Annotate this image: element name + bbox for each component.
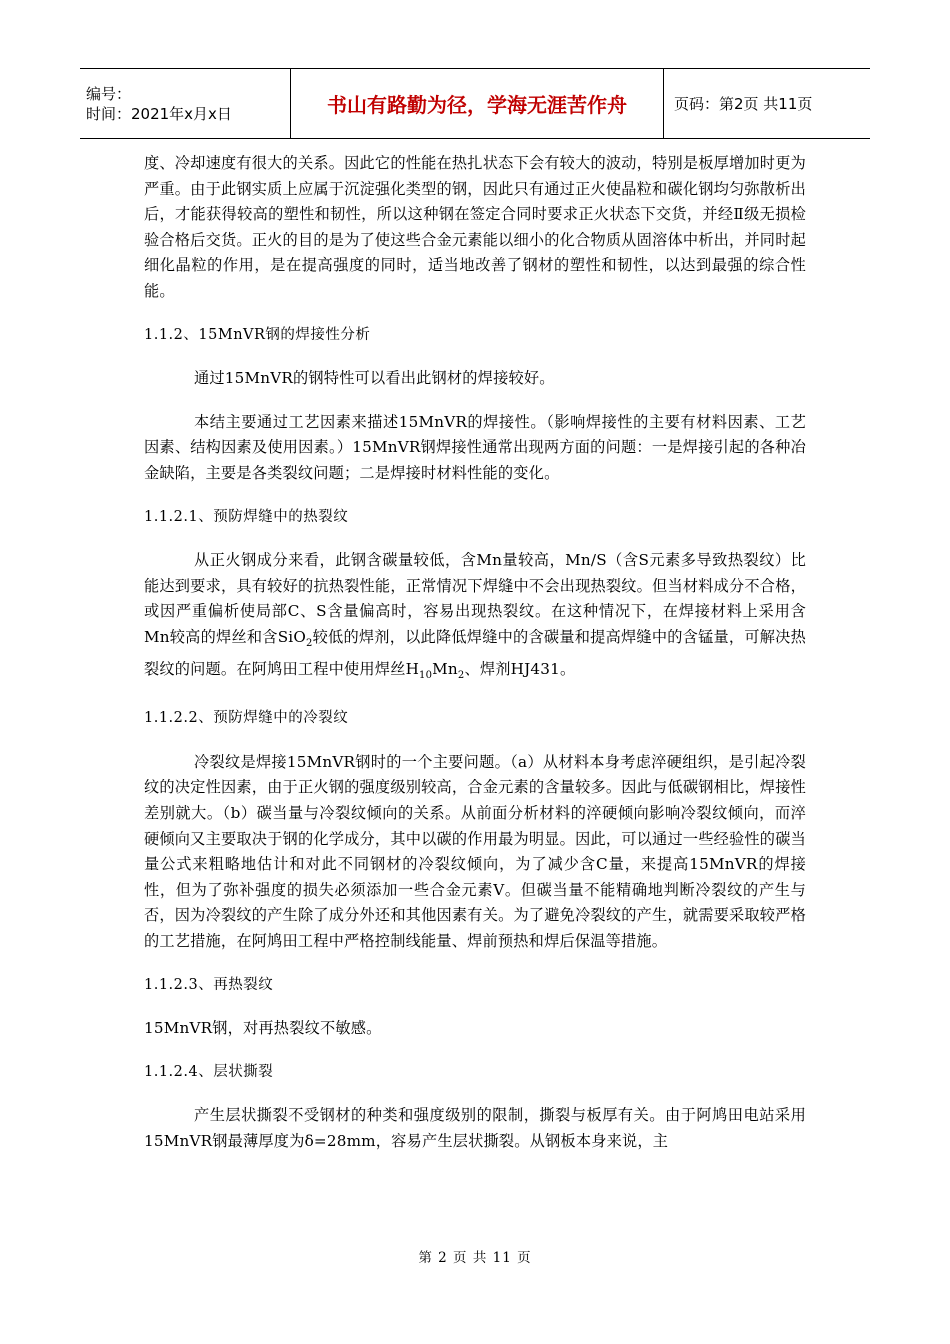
- paragraph-reheat-crack: 15MnVR钢，对再热裂纹不敏感。: [144, 1019, 382, 1038]
- hot-crack-text-3: Mn: [432, 659, 458, 678]
- page-footer: [0, 1246, 950, 1266]
- paragraph-cold-crack: 冷裂纹是焊接15MnVR钢时的一个主要问题。（a）从材料本身考虑淬硬组织，是引起冷裂纹的决定性因素，由于正火钢的强度级别较高，合金元素的含量较多。因此与低碳钢相比，焊接性差别就大。（b）碳当量与冷裂纹倾向的关系。从前面分析材料的淬硬倾向影响冷裂纹倾向，而淬硬倾向又主要取决于钢的化学成分，其中以碳的作用最为明显。因此，可以通过一些经验性的碳当量公式来粗略地估计和对此不同钢材的冷裂纹倾向，为了减少含C量，来提高15MnVR的焊接性，但为了弥补强度的损失必须添加一些合金元素V。但碳当量不能精确地判断冷裂纹的产生与否，因为冷裂纹的产生除了成分外还和其他因素有关。为了避免冷裂纹的产生，就需要采取较严格的工艺措施，在阿鸠田工程中严格控制线能量、焊前预热和焊后保温等措施。: [144, 752, 806, 950]
- subscript-mn2: 2: [457, 669, 465, 681]
- section-heading-hot-crack: 1.1.2.1、预防焊缝中的热裂纹: [144, 508, 349, 525]
- date-label: 时间：2021年x月x日: [86, 104, 232, 123]
- subscript-h10: 10: [419, 669, 433, 681]
- motto-text: 书山有路勤为径，学海无涯苦作舟: [327, 93, 627, 117]
- paragraph-lamellar-tear: 产生层状撕裂不受钢材的种类和强度级别的限制，撕裂与板厚有关。由于阿鸠田电站采用15MnVR钢最薄厚度为δ=28mm，容易产生层状撕裂。从钢板本身来说，主: [144, 1106, 806, 1150]
- document-body: [144, 151, 806, 1154]
- paragraph-weldability-factors: 本结主要通过工艺因素来描述15MnVR的焊接性。（影响焊接性的主要有材料因素、工艺因素、结构因素及使用因素。）15MnVR钢焊接性通常出现两方面的问题：一是焊接引起的各种冶金缺陷，主要是各类裂纹问题；二是焊接时材料性能的变化。: [144, 412, 806, 482]
- paragraph-intro: 度、冷却速度有很大的关系。因此它的性能在热扎状态下会有较大的波动，特别是板厚增加时更为严重。由于此钢实质上应属于沉淀强化类型的钢，因此只有通过正火使晶粒和碳化钢均匀弥散析出后，才能获得较高的塑性和韧性，所以这种钢在签定合同时要求正火状态下交货，并经Ⅱ级无损检验合格后交货。正火的目的是为了使这些合金元素能以细小的化合物质从固溶体中析出，并同时起细化晶粒的作用，是在提高强度的同时，适当地改善了钢材的塑性和韧性，以达到最强的综合性能。: [144, 154, 806, 300]
- header-motto: [291, 69, 664, 138]
- subscript-sio2: 2: [306, 637, 313, 649]
- header-meta: [80, 69, 291, 138]
- page-header: [80, 68, 870, 139]
- section-heading-cold-crack: 1.1.2.2、预防焊缝中的冷裂纹: [144, 710, 349, 727]
- hot-crack-text-4: 、焊剂HJ431。: [464, 659, 576, 678]
- hot-crack-text-2: 较低的焊剂，以此降低焊缝中的含碳量和提高焊缝中的含锰量，可解决热裂纹的问题。在阿鸠田工程中使用焊丝H: [144, 627, 806, 678]
- section-heading-lamellar-tear: 1.1.2.4、层状撕裂: [144, 1063, 274, 1080]
- paragraph-weldability-summary: 通过15MnVR的钢特性可以看出此钢材的焊接较好。: [194, 369, 555, 388]
- page-label: 页码：第2页 共11页: [674, 95, 813, 113]
- footer-page-number: 第 2 页 共 11 页: [418, 1250, 532, 1266]
- hot-crack-text-1: 从正火钢成分来看，此钢含碳量较低，含Mn量较高，Mn/S（含S元素多导致热裂纹）比能达到要求，具有较好的抗热裂性能，正常情况下焊缝中不会出现热裂纹。但当材料成分不合格，或因严重偏析使局部C、S含量偏高时，容易出现热裂纹。在这种情况下，在焊接材料上采用含Mn较高的焊丝和含SiO: [144, 551, 806, 646]
- header-page: [664, 69, 870, 138]
- serial-label: 编号：: [86, 84, 132, 103]
- section-heading-weldability: 1.1.2、15MnVR钢的焊接性分析: [144, 326, 371, 343]
- paragraph-hot-crack: [144, 548, 806, 688]
- section-heading-reheat-crack: 1.1.2.3、再热裂纹: [144, 976, 274, 993]
